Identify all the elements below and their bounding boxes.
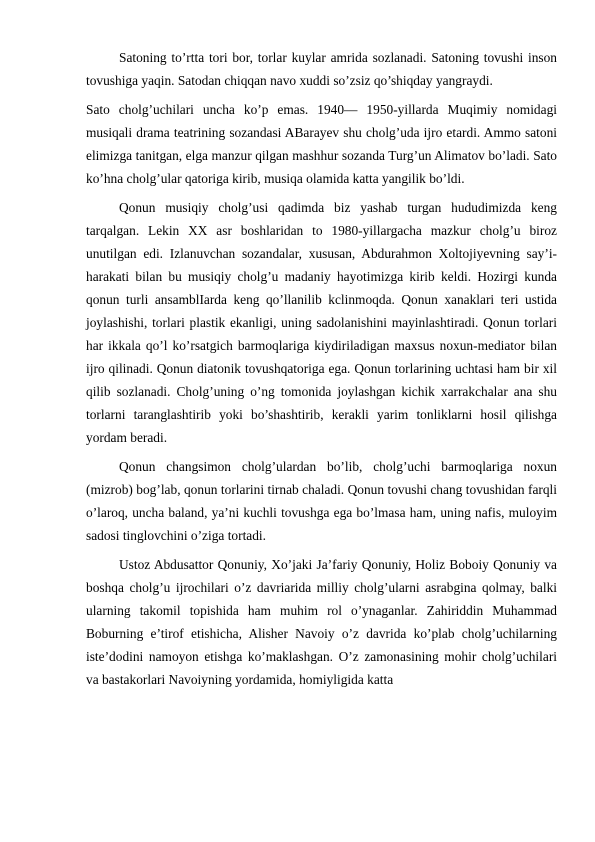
paragraph-qonun-masters: Ustoz Abdusattor Qonuniy, Xo’jaki Ja’fariy Qonuniy, Holiz Boboiy Qonuniy va boshqa cholg’u ijrochilari o’z davriarida milliy cholg’ularni asrabgina qolmay, balki ularning takomil topishida ham muhim rol o’ynaganlar. Zahiriddin Muhammad Boburning e’tirof etishicha, Alisher Navoiy o’z davrida ko’plab cholg’uchilarning iste’dodini namoyon etishga ko’maklashgan. O’z zamonasining mohir cholg’uchilari va bastakorlari Navoiyning yordamida, homiyligida katta	[86, 557, 557, 687]
paragraph-sato-strings: Satoning to’rtta tori bor, torlar kuylar amrida sozlanadi. Satoning tovushi inson tovushiga yaqin. Satodan chiqqan navo xuddi so’zsiz qo’shiqday yangraydi.	[86, 50, 557, 88]
document-page	[86, 46, 557, 697]
paragraph-qonun-sound: Qonun changsimon cholg’ulardan bo’lib, cholg’uchi barmoqlariga noxun (mizrob) bog’lab, qonun torlarini tirnab chaladi. Qonun tovushi chang tovushidan farqli o’laroq, uncha baland, ya’ni kuchli tovushga ega bo’lmasa ham, uning nafis, muloyim sadosi tinglovchini o’ziga tortadi.	[86, 459, 557, 543]
paragraph-sato-players: Sato cholg’uchilari uncha ko’p emas. 1940— 1950-yillarda Muqimiy nomidagi musiqali drama teatrining sozandasi ABarayev shu cholg’uda ijro etardi. Ammo satoni elimizga tanitgan, elga manzur qilgan mashhur sozanda Turg’un Alimatov bo’ladi. Sato ko’hna cholg’ular qatoriga kirib, musiqa olamida katta yangilik bo’ldi.	[86, 102, 557, 186]
paragraph-qonun-history: Qonun musiqiy cholg’usi qadimda biz yashab turgan hududimizda keng tarqalgan. Lekin XX asr boshlaridan to 1980-yillargacha mazkur cholg’u biroz unutilgan edi. Izlanuvchan sozandalar, xususan, Abdurahmon Xoltojiyevning say’i-harakati bilan bu musiqiy cholg’u madaniy hayotimizga kirib keldi. Hozirgi kunda qonun turli ansamblIarda keng qo’llanilib kclinmoqda. Qonun xanaklari teri ustida joylashishi, torlari plastik ekanligi, uning sadolanishini mayinlashtiradi. Qonun torlari har ikkala qo’l ko’rsatgich barmoqlariga kiydiriladigan maxsus noxun-mediator bilan ijro qilinadi. Qonun diatonik tovushqatoriga ega. Qonun torlarining uchtasi ham bir xil qilib sozlanadi. Cholg’uning o’ng tomonida joylashgan kichik xarrakchalar ana shu torlarni taranglashtirib yoki bo’shashtirib, kerakli yarim tonliklarni hosil qilishga yordam beradi.	[86, 200, 557, 445]
